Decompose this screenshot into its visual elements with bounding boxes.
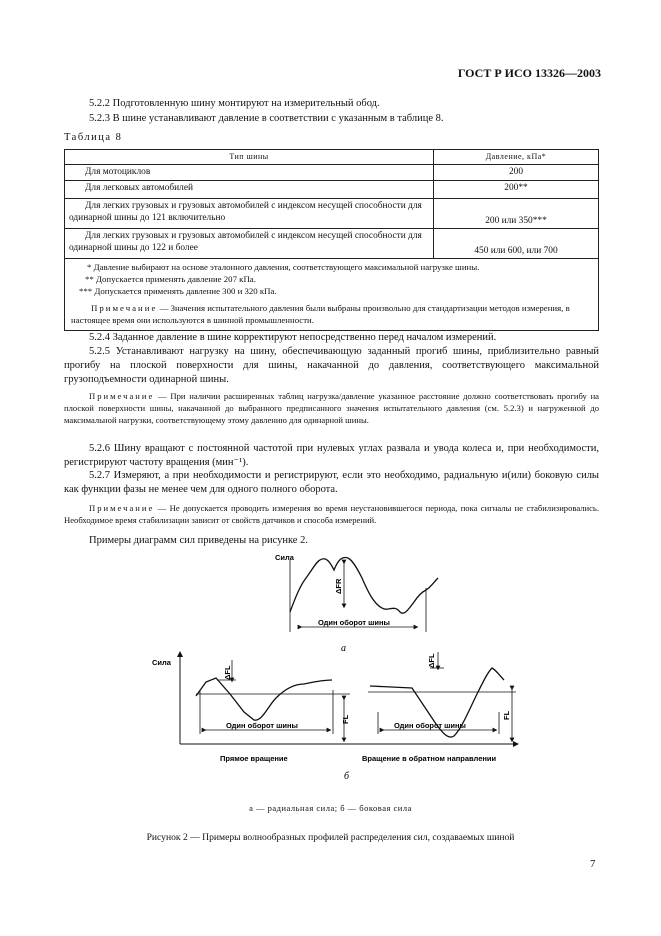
paragraph-5-2-6: 5.2.6 Шину вращают с постоянной частотой при нулевых углах развала и увода колеса и, при необходимости, регистрируют частоту вращения (мин⁻¹). — [64, 443, 599, 468]
letter-b: б — [344, 771, 350, 782]
diagram-lateral-force — [152, 652, 516, 782]
table-row — [65, 181, 599, 199]
note-label: Примечание — [89, 391, 155, 401]
table-row — [65, 199, 599, 229]
page-number: 7 — [590, 858, 596, 870]
figure-legend: а — радиальная сила; б — боковая сила — [249, 803, 412, 813]
figure-intro: Примеры диаграмм сил приведены на рисунке 2. — [89, 535, 308, 546]
direct-rotation-label: Прямое вращение — [220, 754, 288, 763]
letter-a: а — [341, 643, 346, 654]
note-label: Примечание — [91, 303, 158, 313]
pressure-table — [64, 149, 599, 331]
table-header-row — [65, 150, 599, 165]
pressure-cell: 450 или 600, или 700 — [434, 229, 599, 259]
tire-type-cell: Для легковых автомобилей — [65, 181, 434, 199]
footnote-1: * Давление выбирают на основе эталонного давления, соответствующего максимальной нагрузке шины. — [87, 262, 480, 272]
note-2 — [64, 502, 599, 526]
axis-label-force: Сила — [152, 658, 171, 667]
note-label: Примечание — [89, 503, 155, 513]
footnote-2: ** Допускается применять давление 207 кПа. — [85, 274, 256, 284]
paragraph-5-2-7: 5.2.7 Измеряют, а при необходимости и регистрируют, если это необходимо, радиальную и(или) боковую силы как функции фазы не менее чем для одного полного оборота. — [64, 470, 599, 495]
pressure-cell: 200 — [434, 165, 599, 181]
paragraph-5-2-2: 5.2.2 Подготовленную шину монтируют на измерительный обод. — [89, 98, 380, 109]
one-rev-label: Один оборот шины — [318, 618, 390, 627]
tire-type-cell: Для легких грузовых и грузовых автомобилей с индексом несущей способности для одинарной шины до 122 и более — [65, 229, 434, 259]
footnotes-cell — [65, 259, 599, 331]
paragraph-5-2-3: 5.2.3 В шине устанавливают давление в соответствии с указанным в таблице 8. — [89, 113, 444, 124]
diagram-radial-force — [275, 553, 438, 654]
one-rev-label-direct: Один оборот шины — [226, 721, 298, 730]
table-note — [71, 302, 592, 326]
figure-2-diagrams — [0, 548, 661, 798]
paragraph-5-2-4: 5.2.4 Заданное давление в шине корректируют непосредственно перед началом измерений. — [89, 332, 497, 343]
header-pressure: Давление, кПа* — [434, 150, 599, 165]
note-1 — [64, 390, 599, 426]
note-text: — При наличии расширенных таблиц нагрузка/давление указанное расстояние должно соответствовать прогибу на плоской поверхности шины, накачанной до выбранного предписанного значения испытательного давления (см. 5.2.3) и нагруженной до максимальной нагрузки, соответствующему этому давлению для одинарной шины. — [64, 391, 599, 425]
paragraph-5-2-5: 5.2.5 Устанавливают нагрузку на шину, обеспечивающую заданный прогиб шины, приблизительно равный прогибу на плоской поверхности для шины, накачанной до давления, соответствующего максимальной грузоподъемности одинарной шины. — [64, 346, 599, 385]
tire-type-cell: Для легких грузовых и грузовых автомобилей с индексом несущей способности для одинарной шины до 121 включительно — [65, 199, 434, 229]
document-header: ГОСТ Р ИСО 13326—2003 — [457, 66, 601, 80]
note-text: — Значения испытательного давления были выбраны произвольно для стандартизации методов измерения, в настоящее время они используются в шинной промышленности. — [71, 303, 570, 325]
tire-type-cell: Для мотоциклов — [65, 165, 434, 181]
note-text: — Не допускается проводить измерения во время неустановившегося периода, пока сигналы не стабилизировались. Необходимое время стабилизации зависит от свойств датчиков и способа измерений. — [64, 503, 599, 525]
table-row — [65, 165, 599, 181]
table-caption: Таблица 8 — [64, 132, 123, 143]
table-footnotes-row — [65, 259, 599, 331]
delta-fr-label: ΔFR — [334, 578, 343, 594]
fl-label-reverse: FL — [502, 710, 511, 720]
table-row — [65, 229, 599, 259]
delta-fl-label-reverse: ΔFL — [427, 653, 436, 668]
delta-fl-label-direct: ΔFL — [223, 665, 232, 680]
lateral-curve-direct — [196, 678, 332, 720]
header-tire-type: Тип шины — [65, 150, 434, 165]
figure-caption: Рисунок 2 — Примеры волнообразных профилей распределения сил, создаваемых шиной — [146, 832, 515, 843]
radial-force-curve — [290, 558, 438, 614]
pressure-cell: 200** — [434, 181, 599, 199]
reverse-rotation-label: Вращение в обратном направлении — [362, 754, 497, 763]
one-rev-label-reverse: Один оборот шины — [394, 721, 466, 730]
fl-label-direct: FL — [341, 714, 350, 724]
axis-label-force: Сила — [275, 553, 294, 562]
pressure-cell: 200 или 350*** — [434, 199, 599, 229]
footnote-3: *** Допускается применять давление 300 и 320 кПа. — [79, 286, 277, 296]
